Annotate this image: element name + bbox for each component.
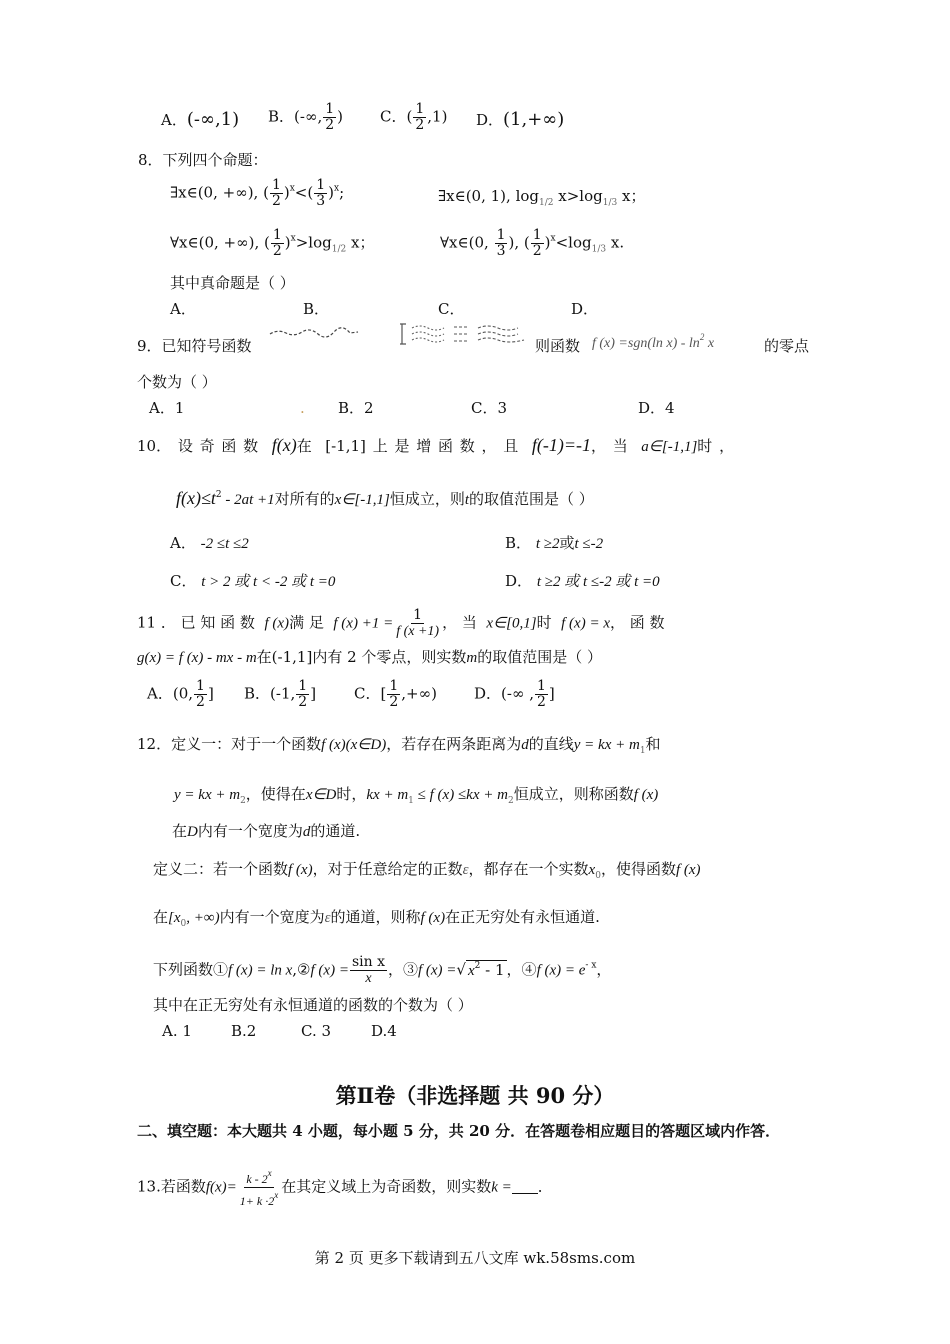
q9-function: f (x) =sgn(ln $x) - \ln^2 x$ [592, 332, 715, 351]
sign-function-image-right [398, 322, 530, 346]
q10-option-c: C． t > 2 或 t < -2 或 t =0 [170, 572, 336, 590]
q8-proposition-1: ∃x∈(0, +∞), ( $\frac{1}{2}$ )$^x$<( $\frac{1}{3}$ )$^x$; [170, 177, 345, 209]
q11-option-b: B．(-1, $\frac{1}{2}$ ] [244, 678, 317, 710]
q9-stem-continued: 则函数 [535, 337, 581, 355]
q9-ask: 个数为（ ） [137, 373, 217, 391]
q9-option-b: B．2 [338, 399, 374, 417]
sqrt-sign: √ [456, 960, 466, 979]
q12-definition-1-line-3: 在D内有一个宽度为d的通道. [172, 822, 361, 840]
q7-option-a: A．(-∞,1) [161, 109, 240, 130]
q8-option-a: A． [170, 300, 196, 318]
q8-ask: 其中真命题是（ ） [170, 274, 295, 292]
page-footer: 第 2 页 更多下载请到五八文库 wk.58sms.com [314, 1249, 636, 1267]
q7-option-c: C．( $\frac{1}{2}$ ,1) [380, 101, 448, 133]
q8-option-d: D． [571, 300, 599, 318]
q12-definition-1-line-2: y = kx + $m_2$，使得在x∈D时，kx + $m_1 \le f$ $(x) \le kx + m_2$恒成立，则称函数f (x) [174, 785, 659, 806]
q11-option-a: A．(0, $\frac{1}{2}$ ] [147, 678, 214, 710]
q12-ask: 其中在正无穷处有永恒通道的函数的个数为（ ） [153, 996, 473, 1014]
q9-option-d: D．4 [638, 399, 675, 417]
q12-option-c: C. 3 [301, 1022, 332, 1040]
q8-proposition-4: ∀x∈(0, $\frac{1}{3}$ ), ( $\frac{1}{2}$ )$^x<\log_{1/3}$ x. [440, 227, 625, 259]
q12-functions: 下列函数①f (x) = ln x,②f (x) = $\frac{\text{sin x}}{x}$ ，③f (x) =√ $x^2 - 1$ ，④f $(x) = e^{- x}$， [153, 954, 612, 986]
q12-definition-2: 定义二：若一个函数f (x)，对于任意给定的正数ε，都存在一个实数$x_0$，使得函数f (x) [153, 860, 701, 881]
q12-option-a: A. 1 [162, 1022, 192, 1040]
q11-line-2: g(x) = f (x) - mx - m在(-1,1]内有 2 个零点，则实数m的取值范围是（ ） [137, 648, 603, 666]
q12-option-d: D.4 [371, 1022, 397, 1040]
q13-answer-blank[interactable] [512, 1179, 538, 1194]
q10-option-a: A． -2 ≤t ≤2 [170, 534, 249, 552]
section-2-instructions: 二、填空题：本大题共 4 小题，每小题 5 分，共 20 分．在答题卷相应题目的答题区域内作答． [137, 1122, 781, 1140]
q12-definition-1: 12．定义一：对于一个函数f (x)(x∈D)，若存在两条距离为d的直线y = kx + $m_1$和 [137, 735, 661, 756]
q10-condition: $f(x)\le t^2 - 2at +1$对所有的x∈[-1,1]恒成立，则t的取值范围是（ ） [176, 488, 594, 508]
q8-stem: 8．下列四个命题： [138, 151, 268, 169]
part-2-heading: 第Ⅱ卷（非选择题 共 90 分） [335, 1083, 615, 1108]
q9-option-c: C．3 [471, 399, 508, 417]
sign-function-image-left [268, 326, 360, 338]
q13-stem: 13.若函数f(x)= $\frac{k - 2^x}{1+ k \cdot 2^x}$ 在其定义域上为奇函数，则实数k = ． [137, 1168, 553, 1208]
q9-stem: 9．已知符号函数 [137, 337, 252, 355]
q11-option-c: C．[ $\frac{1}{2}$ ,+∞) [354, 678, 437, 710]
q9-stem-end: 的零点 [764, 337, 810, 355]
q12-option-b: B.2 [231, 1022, 257, 1040]
q8-option-b: B． [303, 300, 330, 318]
q12-definition-2-line-2: 在[$x_0$, +∞)内有一个宽度为ε的通道，则称f (x)在正无穷处有永恒通道. [153, 908, 600, 929]
q9-dot: . [300, 399, 305, 417]
q11-stem: 11 ． 已 知 函 数 f (x)满 足 f (x) +1 = $\frac{1}{f (x +1)}$ ， 当 x∈[0,1]时 f (x) = x， 函 数 [137, 607, 665, 639]
q7-option-b: B．(-∞, $\frac{1}{2}$ ) [268, 101, 343, 133]
q7-option-d: D．(1,+∞) [476, 109, 565, 130]
q8-proposition-3: ∀x∈(0, +∞), ( $\frac{1}{2}$ )$^x>\log_{1/2}$ x； [170, 227, 375, 259]
q10-stem: 10． 设 奇 函 数 f(x)在 [-1,1] 上 是 增 函 数 ， 且 f(-1)=-1， 当 a∈[-1,1]时 ， [137, 435, 735, 455]
q8-proposition-2: ∃x∈(0, 1), $\log_{1/2} x>\log_{1/3}$ x； [438, 187, 646, 208]
q11-option-d: D．(-∞ , $\frac{1}{2}$ ] [474, 678, 555, 710]
q8-option-c: C． [438, 300, 465, 318]
q9-option-a: A．1 [149, 399, 185, 417]
q10-option-b: B． t ≥2或t ≤-2 [505, 534, 604, 552]
q10-option-d: D． t ≥2 或 t ≤-2 或 t =0 [505, 572, 660, 590]
